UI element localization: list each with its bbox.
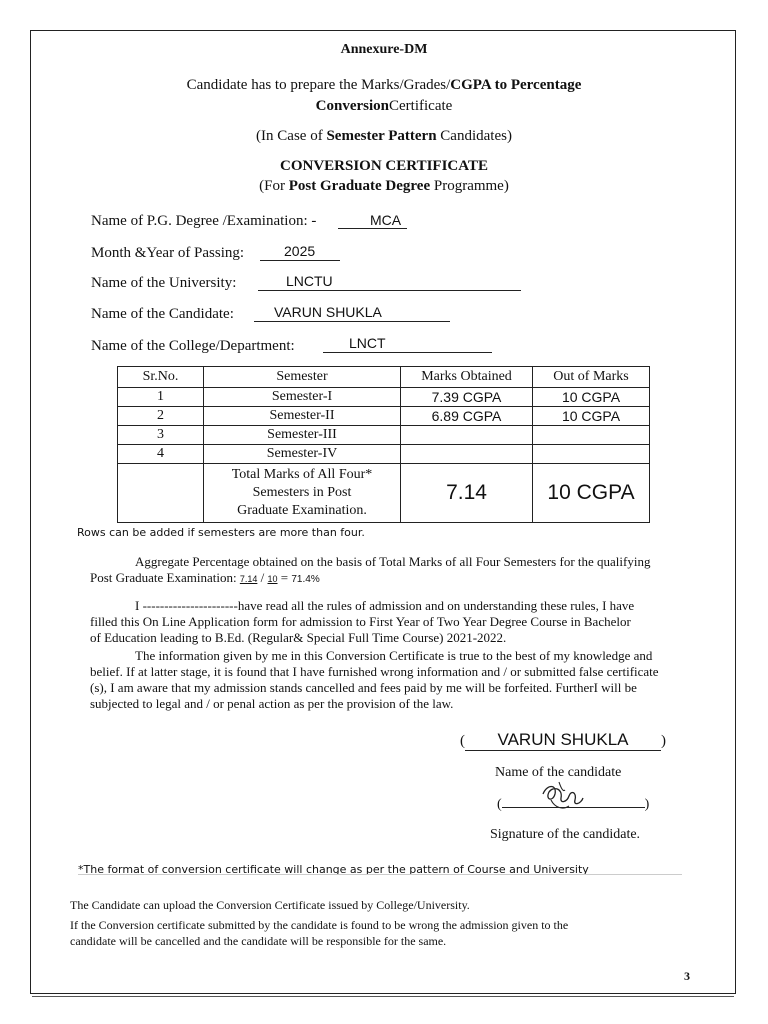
name-caption: Name of the candidate — [495, 765, 622, 780]
signature-line: ( ) — [497, 797, 650, 812]
row-out-of: 10 CGPA — [533, 407, 650, 426]
row-out-of: 10 CGPA — [533, 388, 650, 407]
table-row — [118, 407, 650, 426]
degree-value: MCA — [370, 212, 402, 228]
row-sr: 3 — [118, 426, 204, 445]
intro-line-2: ConversionCertificate — [315, 98, 453, 114]
row-sr: 2 — [118, 407, 204, 426]
semester-pattern-note: (In Case of Semester Pattern Candidates) — [256, 128, 512, 144]
row-semester: Semester-I — [204, 388, 401, 407]
aggregate-line-2: Post Graduate Examination: 7.14 / 10 = 71.4% — [90, 570, 320, 585]
university-underline — [258, 290, 521, 291]
warning-line-2: candidate will be cancelled and the candidate will be responsible for the same. — [70, 934, 447, 948]
college-label: Name of the College/Department: — [91, 338, 295, 354]
row-semester: Semester-II — [204, 407, 401, 426]
total-out-of: 10 CGPA — [533, 464, 650, 523]
university-label: Name of the University: — [91, 275, 237, 291]
divider — [78, 874, 682, 875]
candidate-name-signature-line: ( VARUN SHUKLA ) — [460, 730, 666, 749]
header-sr-no: Sr.No. — [118, 367, 204, 388]
total-label: Total Marks of All Four* Semesters in Post Graduate Examination. — [204, 464, 401, 523]
table-row — [118, 445, 650, 464]
warning-line-1: If the Conversion certificate submitted by the candidate is found to be wrong the admission given to the — [70, 918, 569, 932]
total-marks: 7.14 — [401, 464, 533, 523]
row-marks: 6.89 CGPA — [401, 407, 533, 426]
passing-label: Month &Year of Passing: — [91, 245, 245, 261]
handwritten-signature — [537, 778, 587, 816]
total-row — [118, 464, 650, 523]
upload-note: The Candidate can upload the Conversion Certificate issued by College/University. — [70, 898, 470, 912]
page-number: 3 — [684, 969, 690, 983]
annexure-label: Annexure-DM — [340, 42, 428, 57]
header-semester: Semester — [204, 367, 401, 388]
candidate-underline — [254, 321, 450, 322]
header-out-of-marks: Out of Marks — [533, 367, 650, 388]
table-row — [118, 388, 650, 407]
row-sr: 4 — [118, 445, 204, 464]
university-value: LNCTU — [286, 273, 333, 289]
declaration-line: filled this On Line Application form for admission to First Year of Two Year Degree Course in Bachelor — [90, 614, 631, 629]
degree-label: Name of P.G. Degree /Examination: - — [91, 213, 317, 229]
programme-subtitle: (For Post Graduate Degree Programme) — [259, 178, 509, 194]
aggregate-line-1: Aggregate Percentage obtained on the basis of Total Marks of all Four Semesters for the qualifying — [135, 554, 651, 569]
row-marks — [401, 426, 533, 445]
passing-underline — [260, 260, 340, 261]
declaration-line: belief. If at latter stage, it is found that I have furnished wrong information and / or submitted false certificate — [90, 664, 659, 679]
rows-note: Rows can be added if semesters are more than four. — [77, 526, 365, 539]
marks-table — [117, 366, 650, 523]
aggregate-denominator: 10 — [267, 574, 278, 584]
declaration-line: (s), I am aware that my admission stands cancelled and fees paid by me will be forfeited. FurtherI will be — [90, 680, 637, 695]
passing-value: 2025 — [284, 243, 316, 259]
row-marks — [401, 445, 533, 464]
candidate-name-value: VARUN SHUKLA — [465, 730, 661, 751]
candidate-label: Name of the Candidate: — [91, 306, 234, 322]
row-out-of — [533, 426, 650, 445]
signature-caption: Signature of the candidate. — [490, 827, 641, 842]
row-sr: 1 — [118, 388, 204, 407]
declaration-line: subjected to legal and / or penal action as per the provision of the law. — [90, 696, 454, 711]
header-marks-obtained: Marks Obtained — [401, 367, 533, 388]
page-title: CONVERSION CERTIFICATE — [280, 158, 488, 174]
candidate-value: VARUN SHUKLA — [274, 304, 382, 320]
declaration-line: of Education leading to B.Ed. (Regular& Special Full Time Course) 2021-2022. — [90, 630, 507, 645]
degree-underline — [338, 228, 407, 229]
college-underline — [323, 352, 492, 353]
aggregate-numerator: 7.14 — [239, 574, 258, 584]
format-note: *The format of conversion certificate will change as per the pattern of Course and University — [78, 863, 589, 876]
total-empty-cell — [118, 464, 204, 523]
row-semester: Semester-III — [204, 426, 401, 445]
row-out-of — [533, 445, 650, 464]
table-header-row — [118, 367, 650, 388]
table-row — [118, 426, 650, 445]
aggregate-result: 71.4% — [291, 574, 320, 585]
declaration-line: The information given by me in this Conversion Certificate is true to the best of my knowledge and — [135, 648, 653, 663]
row-marks: 7.39 CGPA — [401, 388, 533, 407]
declaration-line: I ----------------------have read all the rules of admission and on understanding these rules, I have — [135, 598, 635, 613]
intro-line-1: Candidate has to prepare the Marks/Grades/CGPA to Percentage — [186, 77, 582, 93]
row-semester: Semester-IV — [204, 445, 401, 464]
college-value: LNCT — [349, 335, 386, 351]
